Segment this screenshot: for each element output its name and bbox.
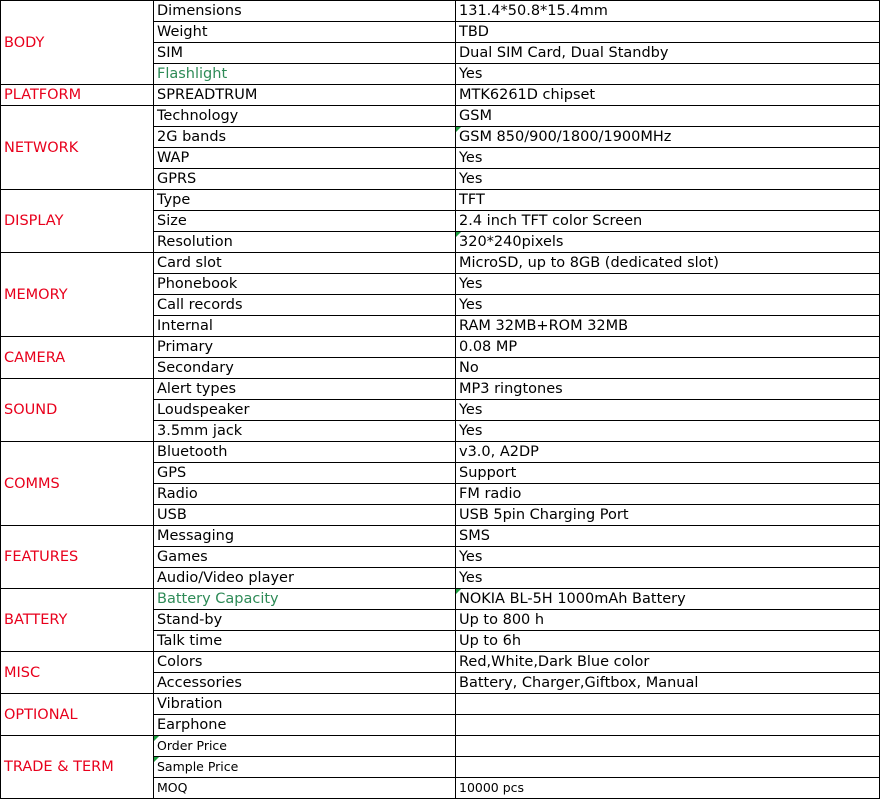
spec-value: No (456, 358, 880, 379)
spec-value: 10000 pcs (456, 778, 880, 799)
spec-parameter: MOQ (154, 778, 456, 799)
table-row (1, 526, 880, 547)
spec-parameter: WAP (154, 148, 456, 169)
spec-parameter: Battery Capacity (154, 589, 456, 610)
section-label: MEMORY (1, 253, 154, 337)
section-label: CAMERA (1, 337, 154, 379)
spec-parameter: Bluetooth (154, 442, 456, 463)
spec-value: Yes (456, 400, 880, 421)
spec-value: SMS (456, 526, 880, 547)
spec-value: NOKIA BL-5H 1000mAh Battery (456, 589, 880, 610)
spec-value: Yes (456, 568, 880, 589)
spec-parameter: Vibration (154, 694, 456, 715)
spec-value: TFT (456, 190, 880, 211)
spec-parameter: Size (154, 211, 456, 232)
table-row (1, 1, 880, 22)
spec-parameter: GPRS (154, 169, 456, 190)
spec-value (456, 736, 880, 757)
table-row (1, 694, 880, 715)
spec-parameter: Primary (154, 337, 456, 358)
spec-parameter: Games (154, 547, 456, 568)
spec-value: Dual SIM Card, Dual Standby (456, 43, 880, 64)
spec-value: RAM 32MB+ROM 32MB (456, 316, 880, 337)
spec-value: GSM 850/900/1800/1900MHz (456, 127, 880, 148)
spec-value: 131.4*50.8*15.4mm (456, 1, 880, 22)
spec-value: Yes (456, 148, 880, 169)
spec-parameter: SIM (154, 43, 456, 64)
spec-parameter: Colors (154, 652, 456, 673)
section-label: PLATFORM (1, 85, 154, 106)
spec-value: MicroSD, up to 8GB (dedicated slot) (456, 253, 880, 274)
table-row (1, 337, 880, 358)
spec-parameter: Dimensions (154, 1, 456, 22)
spec-parameter: Messaging (154, 526, 456, 547)
table-row (1, 253, 880, 274)
spec-value: Yes (456, 295, 880, 316)
spec-parameter: Accessories (154, 673, 456, 694)
spec-parameter: Card slot (154, 253, 456, 274)
section-label: OPTIONAL (1, 694, 154, 736)
section-label: BODY (1, 1, 154, 85)
spec-value: TBD (456, 22, 880, 43)
section-label: MISC (1, 652, 154, 694)
spec-parameter: Call records (154, 295, 456, 316)
spec-parameter: Internal (154, 316, 456, 337)
spec-value: 2.4 inch TFT color Screen (456, 211, 880, 232)
spec-value (456, 715, 880, 736)
spec-parameter: Sample Price (154, 757, 456, 778)
spec-value (456, 757, 880, 778)
spec-parameter: Radio (154, 484, 456, 505)
table-row (1, 379, 880, 400)
spec-value: 320*240pixels (456, 232, 880, 253)
spec-value: Yes (456, 64, 880, 85)
spec-value: Support (456, 463, 880, 484)
spec-value: MTK6261D chipset (456, 85, 880, 106)
spec-parameter: 2G bands (154, 127, 456, 148)
spec-value: Battery, Charger,Giftbox, Manual (456, 673, 880, 694)
spec-value: MP3 ringtones (456, 379, 880, 400)
spec-value: FM radio (456, 484, 880, 505)
spec-value: Up to 6h (456, 631, 880, 652)
spec-table-body (1, 1, 880, 799)
spec-parameter: Earphone (154, 715, 456, 736)
section-label: FEATURES (1, 526, 154, 589)
spec-value: Red,White,Dark Blue color (456, 652, 880, 673)
spec-value: GSM (456, 106, 880, 127)
section-label: COMMS (1, 442, 154, 526)
spec-parameter: SPREADTRUM (154, 85, 456, 106)
spec-parameter: Audio/Video player (154, 568, 456, 589)
spec-value: 0.08 MP (456, 337, 880, 358)
spec-value: USB 5pin Charging Port (456, 505, 880, 526)
spec-parameter: Flashlight (154, 64, 456, 85)
spec-parameter: Technology (154, 106, 456, 127)
table-row (1, 589, 880, 610)
spec-parameter: Type (154, 190, 456, 211)
spec-parameter: USB (154, 505, 456, 526)
section-label: SOUND (1, 379, 154, 442)
spec-value: v3.0, A2DP (456, 442, 880, 463)
table-row (1, 736, 880, 757)
table-row (1, 85, 880, 106)
table-row (1, 106, 880, 127)
spec-parameter: Order Price (154, 736, 456, 757)
spec-parameter: Weight (154, 22, 456, 43)
spec-value: Yes (456, 421, 880, 442)
spec-parameter: Talk time (154, 631, 456, 652)
spec-parameter: GPS (154, 463, 456, 484)
spec-value: Yes (456, 274, 880, 295)
section-label: DISPLAY (1, 190, 154, 253)
table-row (1, 442, 880, 463)
spec-parameter: Loudspeaker (154, 400, 456, 421)
spec-value: Yes (456, 169, 880, 190)
spec-value (456, 694, 880, 715)
table-row (1, 190, 880, 211)
spec-parameter: 3.5mm jack (154, 421, 456, 442)
spec-parameter: Phonebook (154, 274, 456, 295)
spec-value: Up to 800 h (456, 610, 880, 631)
spec-value: Yes (456, 547, 880, 568)
spec-parameter: Stand-by (154, 610, 456, 631)
table-row (1, 652, 880, 673)
spec-parameter: Resolution (154, 232, 456, 253)
section-label: NETWORK (1, 106, 154, 190)
spec-parameter: Secondary (154, 358, 456, 379)
section-label: BATTERY (1, 589, 154, 652)
section-label: TRADE & TERM (1, 736, 154, 799)
spec-parameter: Alert types (154, 379, 456, 400)
